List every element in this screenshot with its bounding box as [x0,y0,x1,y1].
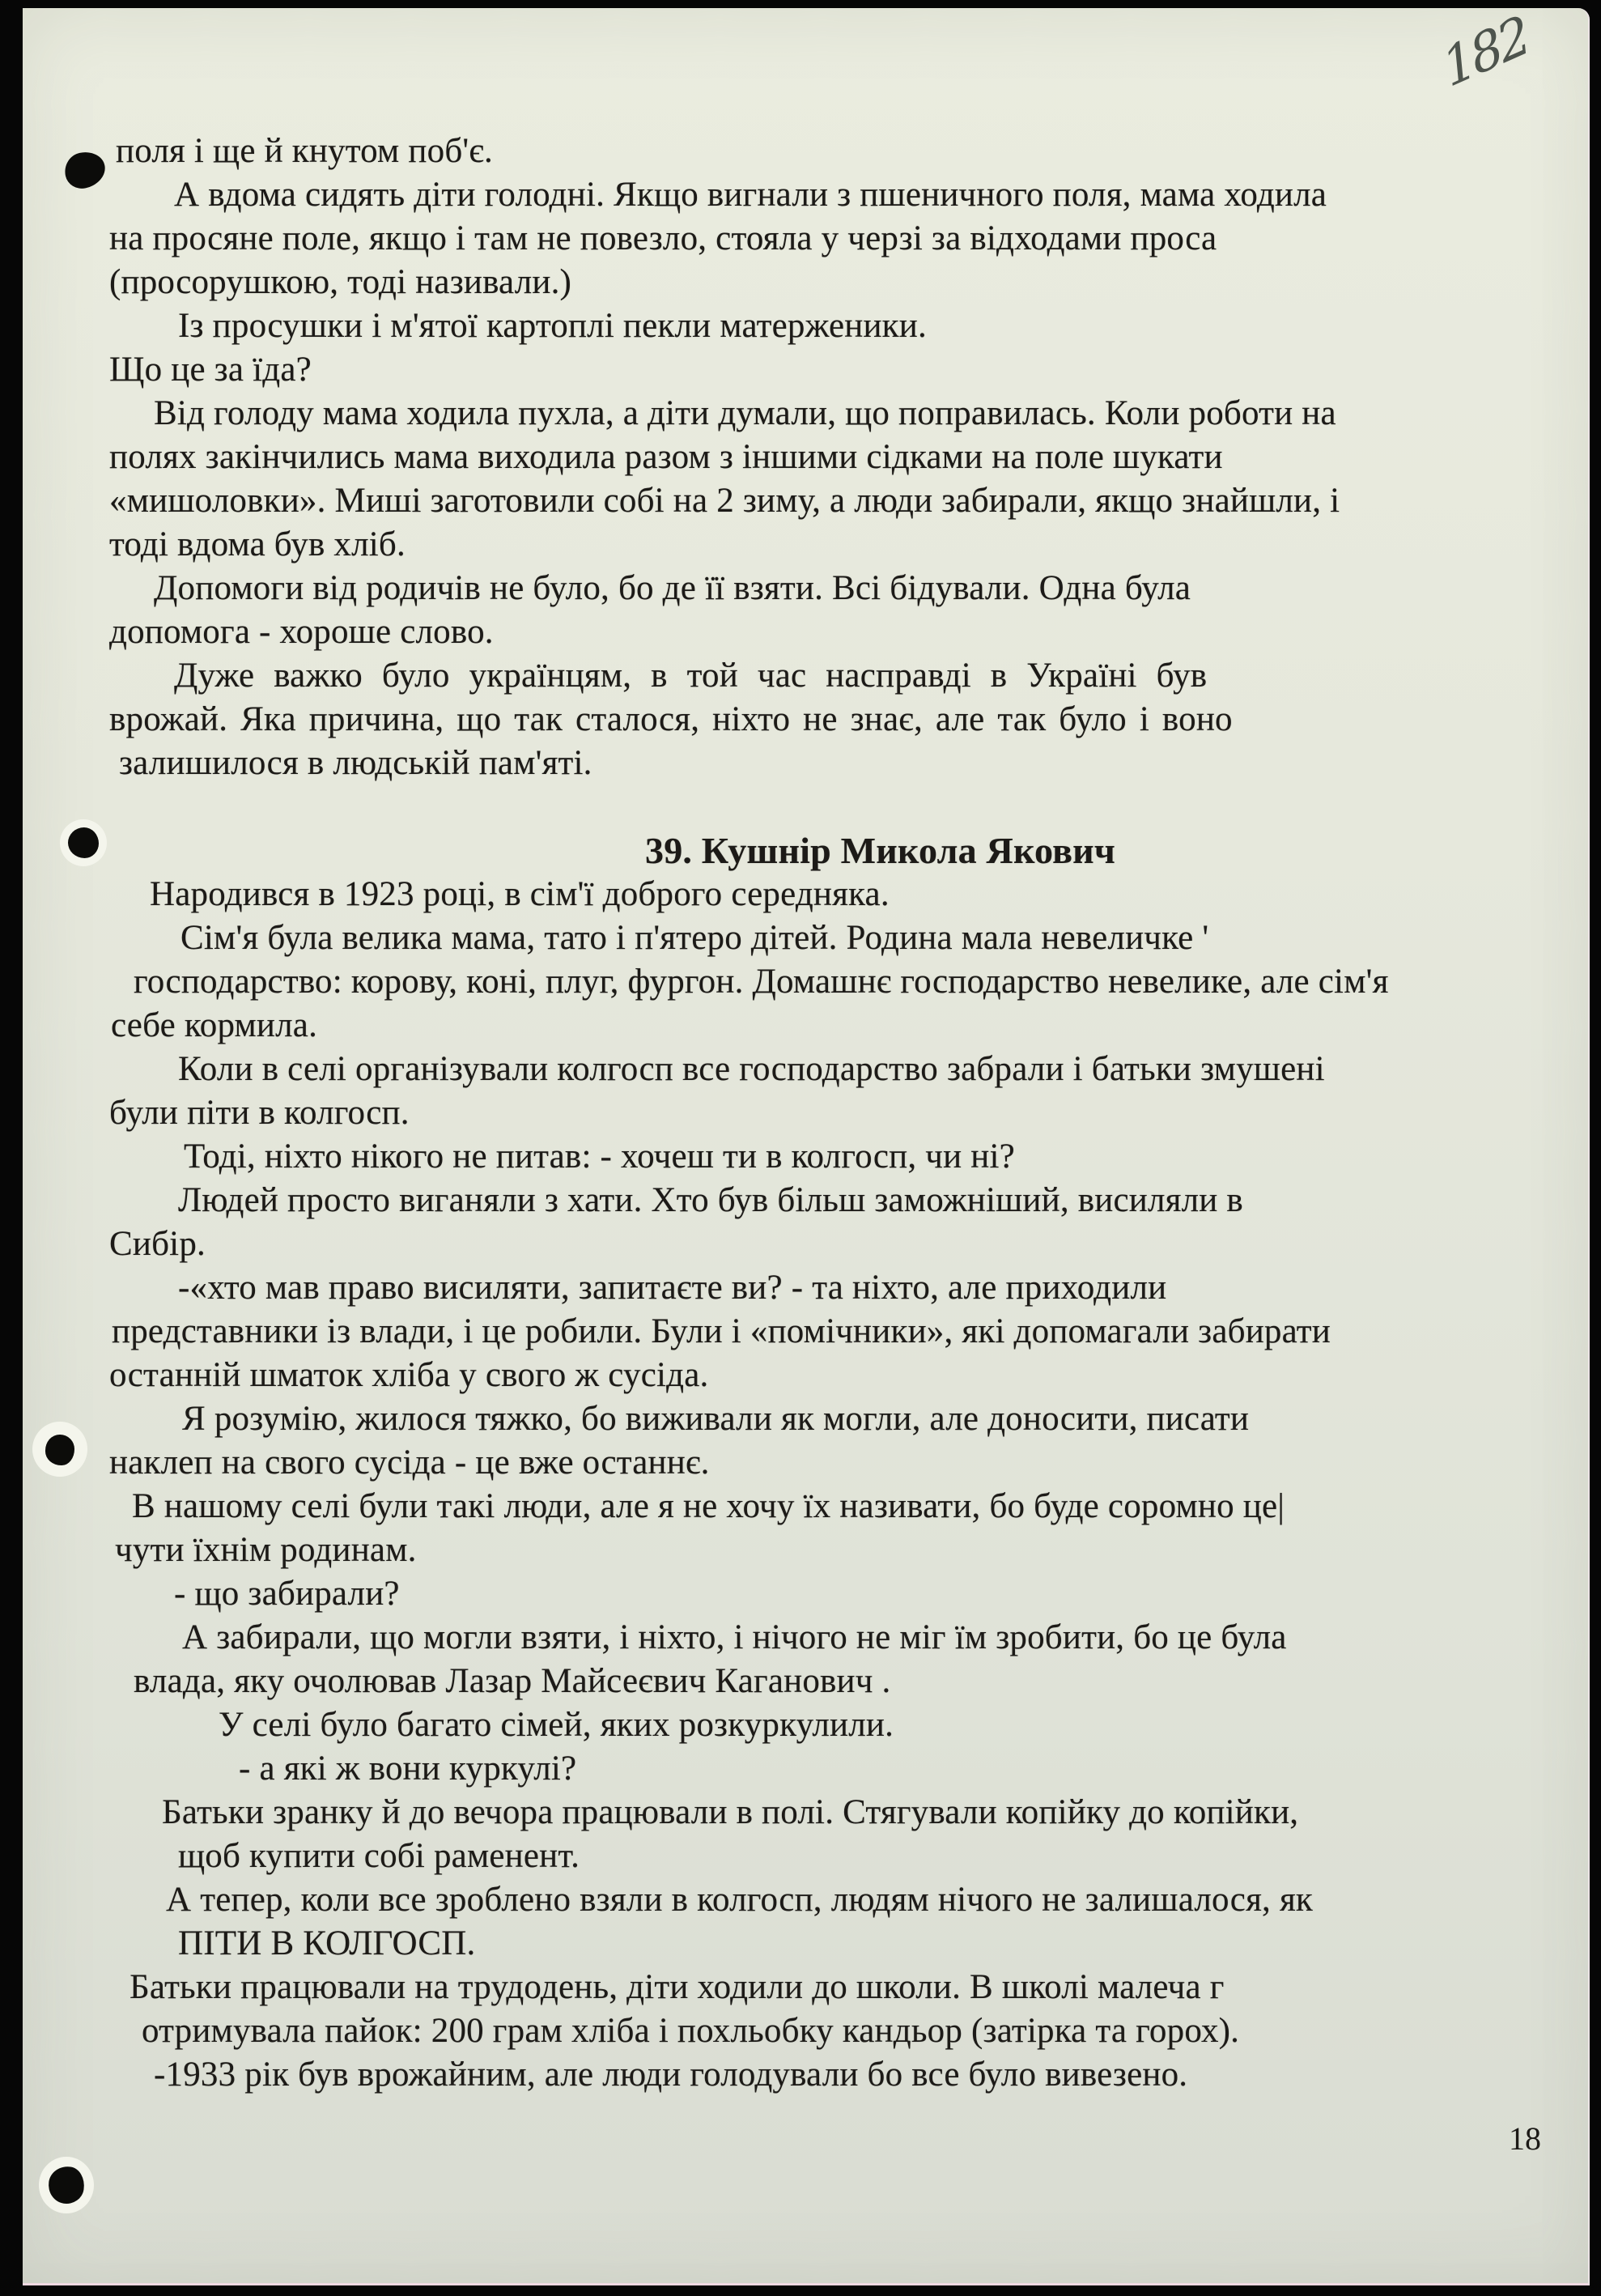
document-page [23,5,1590,2285]
section-heading: 39. Кушнір Микола Якович [645,830,1115,871]
text-line: допомога - хороше слово. [109,613,494,651]
handwritten-page-number: 182 [1436,5,1535,100]
text-line: Я розумію, жилося тяжко, бо виживали як могли, але доносити, писати [182,1400,1250,1438]
text-line: Тоді, ніхто нікого не питав: - хочеш ти в колгосп, чи ні? [184,1137,1015,1176]
text-line: А тепер, коли все зроблено взяли в колгосп, людям нічого не залишалося, як [166,1881,1314,1919]
text-line: А забирали, що могли взяти, і ніхто, і нічого не міг їм зробити, бо це була [182,1618,1287,1656]
ink-blot [45,1435,74,1465]
text-line: - а які ж вони куркулі? [239,1750,577,1788]
text-line: останній шматок хліба у свого ж сусіда. [109,1356,709,1394]
text-line: Людей просто виганяли з хати. Хто був більш заможніший, висиляли в [178,1181,1243,1219]
text-line: на просяне поле, якщо і там не повезло, стояла у черзі за відходами проса [109,219,1217,257]
text-line: -«хто мав право висиляти, запитаєте ви? - та ніхто, але приходили [178,1269,1167,1307]
text-line: врожай. Яка причина, що так сталося, ніхто не знає, але так було і воно [109,700,1233,738]
text-line: поля і ще й кнутом поб'є. [116,132,493,170]
text-line: тоді вдома був хліб. [109,525,406,563]
text-line: Сім'я була велика мама, тато і п'ятеро дітей. Родина мала невеличке ' [180,919,1209,957]
text-line: залишилося в людській пам'яті. [119,744,592,782]
text-line: Батьки працювали на трудодень, діти ходили до школи. В школі малеча г [130,1968,1225,2006]
text-line: У селі було багато сімей, яких розкуркулили. [219,1706,894,1744]
text-line: щоб купити собі раменент. [178,1837,580,1875]
text-line: Від голоду мама ходила пухла, а діти думали, що поправилась. Коли роботи на [154,394,1336,432]
text-line: - що забирали? [174,1575,400,1613]
text-line: себе кормила. [111,1006,318,1044]
text-line: Коли в селі організували колгосп все господарство забрали і батьки змушені [178,1050,1325,1088]
ink-blot [62,148,108,191]
page-number: 18 [1509,2120,1541,2157]
text-line: Дуже важко було українцям, в той час насправді в Україні був [174,657,1208,695]
text-line: ПІТИ В КОЛГОСП. [178,1924,476,1962]
text-line: влада, яку очолював Лазар Майсеєвич Каганович . [134,1662,891,1700]
document-text [109,130,1562,2097]
text-line: Що це за їда? [109,351,312,389]
text-line: Народився в 1923 році, в сім'ї доброго середняка. [150,875,890,913]
text-line: В нашому селі були такі люди, але я не хочу їх називати, бо буде соромно це| [132,1487,1285,1525]
text-line: Батьки зранку й до вечора працювали в полі. Стягували копійку до копійки, [162,1793,1299,1831]
text-line: господарство: корову, коні, плуг, фургон. Домашнє господарство невелике, але сім'я [134,963,1389,1001]
blank-line [109,785,1562,829]
ink-blot [68,827,99,858]
text-line: полях закінчились мама виходила разом з іншими сідками на поле шукати [109,438,1223,476]
text-line: «мишоловки». Миші заготовили собі на 2 зиму, а люди забирали, якщо знайшли, і [109,482,1340,520]
text-line: Сибір. [109,1225,206,1263]
text-line: отримувала пайок: 200 грам хліба і похльобку кандьор (затірка та горох). [142,2012,1240,2050]
text-line: наклеп на свого сусіда - це вже останнє. [109,1444,710,1482]
text-line: (просорушкою, тоді називали.) [109,263,572,301]
text-line: чути їхнім родинам. [115,1531,417,1569]
text-line: були піти в колгосп. [109,1094,410,1132]
text-line: Із просушки і м'ятої картоплі пекли матерженики. [178,307,927,345]
text-line: -1933 рік був врожайним, але люди голодували бо все було вивезено. [154,2056,1188,2094]
text-line: А вдома сидять діти голодні. Якщо вигнали з пшеничного поля, мама ходила [174,176,1327,214]
text-line: представники із влади, і це робили. Були і «помічники», які допомагали забирати [112,1312,1331,1350]
text-line: Допомоги від родичів не було, бо де її взяти. Всі бідували. Одна була [154,569,1191,607]
